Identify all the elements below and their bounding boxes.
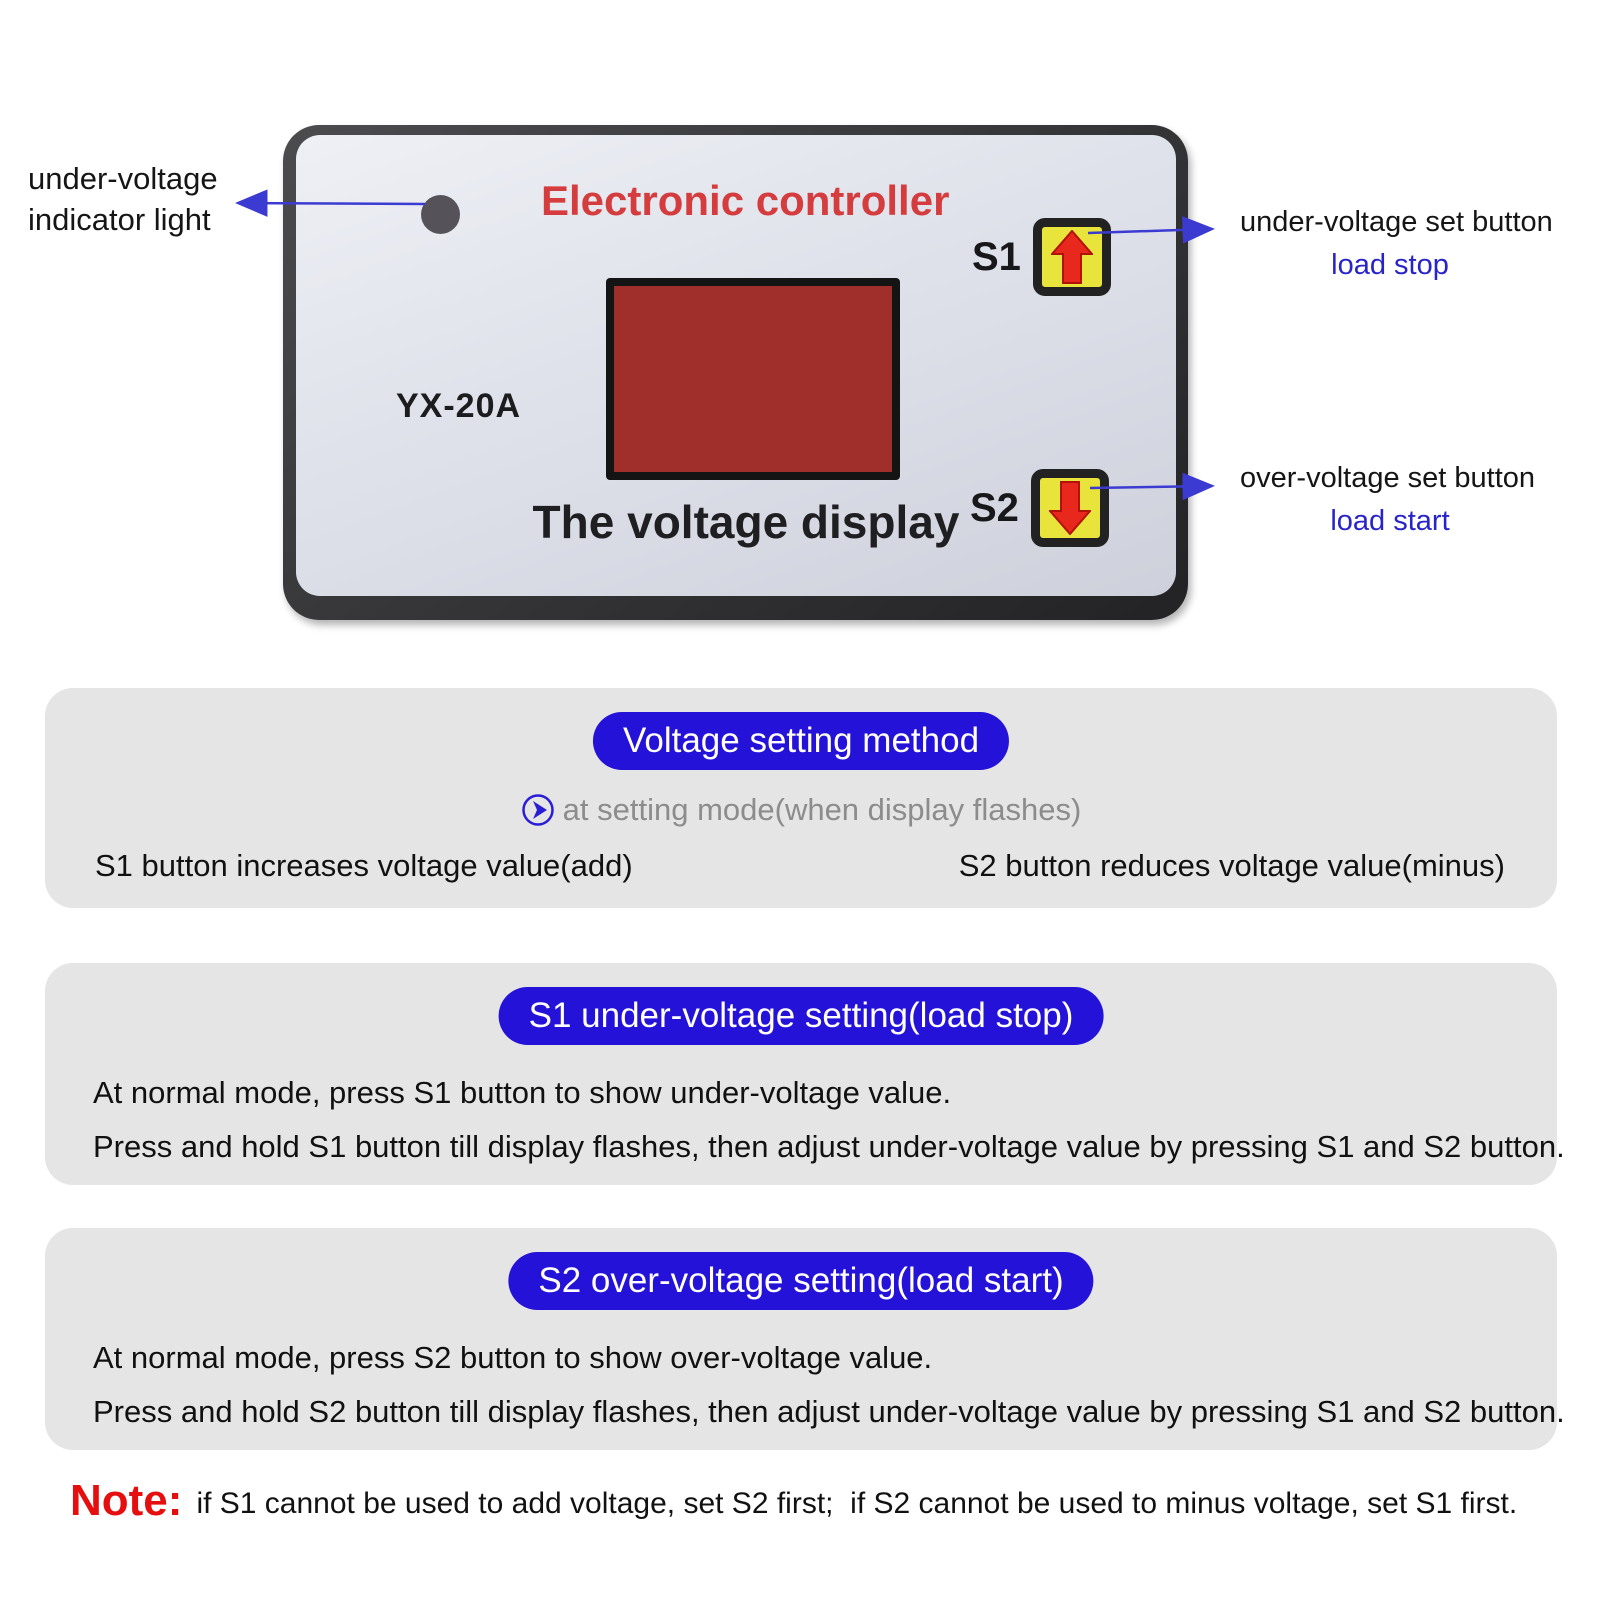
section2-instruction-line2: Press and hold S1 button till display flashes, then adjust under-voltage value by pressing S1 and S2 button. <box>93 1129 1565 1164</box>
controller-faceplate <box>296 135 1176 596</box>
s2-button-annotation <box>1240 462 1540 538</box>
s2-function-text: S2 button reduces voltage value(minus) <box>958 848 1505 883</box>
section-voltage-setting-method <box>45 688 1557 908</box>
setting-mode-text: at setting mode(when display flashes) <box>562 792 1082 827</box>
note-label: Note: <box>70 1476 183 1525</box>
indicator-annotation-line1: under-voltage <box>28 161 218 196</box>
s1-annotation-label: under-voltage set button <box>1240 206 1553 238</box>
s2-label: S2 <box>970 485 1019 530</box>
s2-annotation-label: over-voltage set button <box>1240 462 1536 494</box>
section2-heading-pill: S1 under-voltage setting(load stop) <box>499 987 1104 1045</box>
down-arrow-icon <box>1049 481 1091 535</box>
s1-button-group <box>972 218 1111 296</box>
indicator-annotation-line2: indicator light <box>28 202 211 237</box>
device-subtitle: The voltage display <box>532 496 960 548</box>
device-title: Electronic controller <box>541 177 950 224</box>
section2-instruction-line1: At normal mode, press S1 button to show under-voltage value. <box>93 1075 952 1110</box>
under-voltage-indicator-light <box>421 195 460 234</box>
device-model-label: YX-20A <box>396 387 522 425</box>
section-s2-over-voltage-setting <box>45 1228 1565 1450</box>
setting-mode-line <box>45 792 1557 828</box>
section3-instruction-line1: At normal mode, press S2 button to show over-voltage value. <box>93 1340 933 1375</box>
section-s1-under-voltage-setting <box>45 963 1565 1185</box>
s2-button-group <box>970 469 1109 547</box>
indicator-light-annotation <box>28 158 218 240</box>
s1-s2-function-line <box>95 848 1505 884</box>
controller-device <box>283 125 1188 620</box>
s1-label: S1 <box>972 234 1021 279</box>
s1-button-annotation <box>1240 206 1553 282</box>
note-text: if S1 cannot be used to add voltage, set S2 first; if S2 cannot be used to minus voltage, set S1 first. <box>196 1487 1518 1520</box>
s1-function-text: S1 button increases voltage value(add) <box>95 848 633 883</box>
section1-heading-pill: Voltage setting method <box>593 712 1009 770</box>
play-icon <box>521 793 555 827</box>
s1-annotation-sublabel: load stop <box>1331 249 1449 281</box>
s1-up-button[interactable] <box>1033 218 1111 296</box>
section3-heading-pill: S2 over-voltage setting(load start) <box>508 1252 1093 1310</box>
voltage-display-screen <box>606 278 900 480</box>
up-arrow-icon <box>1051 230 1093 284</box>
s2-down-button[interactable] <box>1031 469 1109 547</box>
section3-instruction-line2: Press and hold S2 button till display flashes, then adjust under-voltage value by pressing S1 and S2 button. <box>93 1394 1565 1429</box>
s2-annotation-sublabel: load start <box>1330 505 1450 537</box>
note-line <box>70 1478 1517 1527</box>
